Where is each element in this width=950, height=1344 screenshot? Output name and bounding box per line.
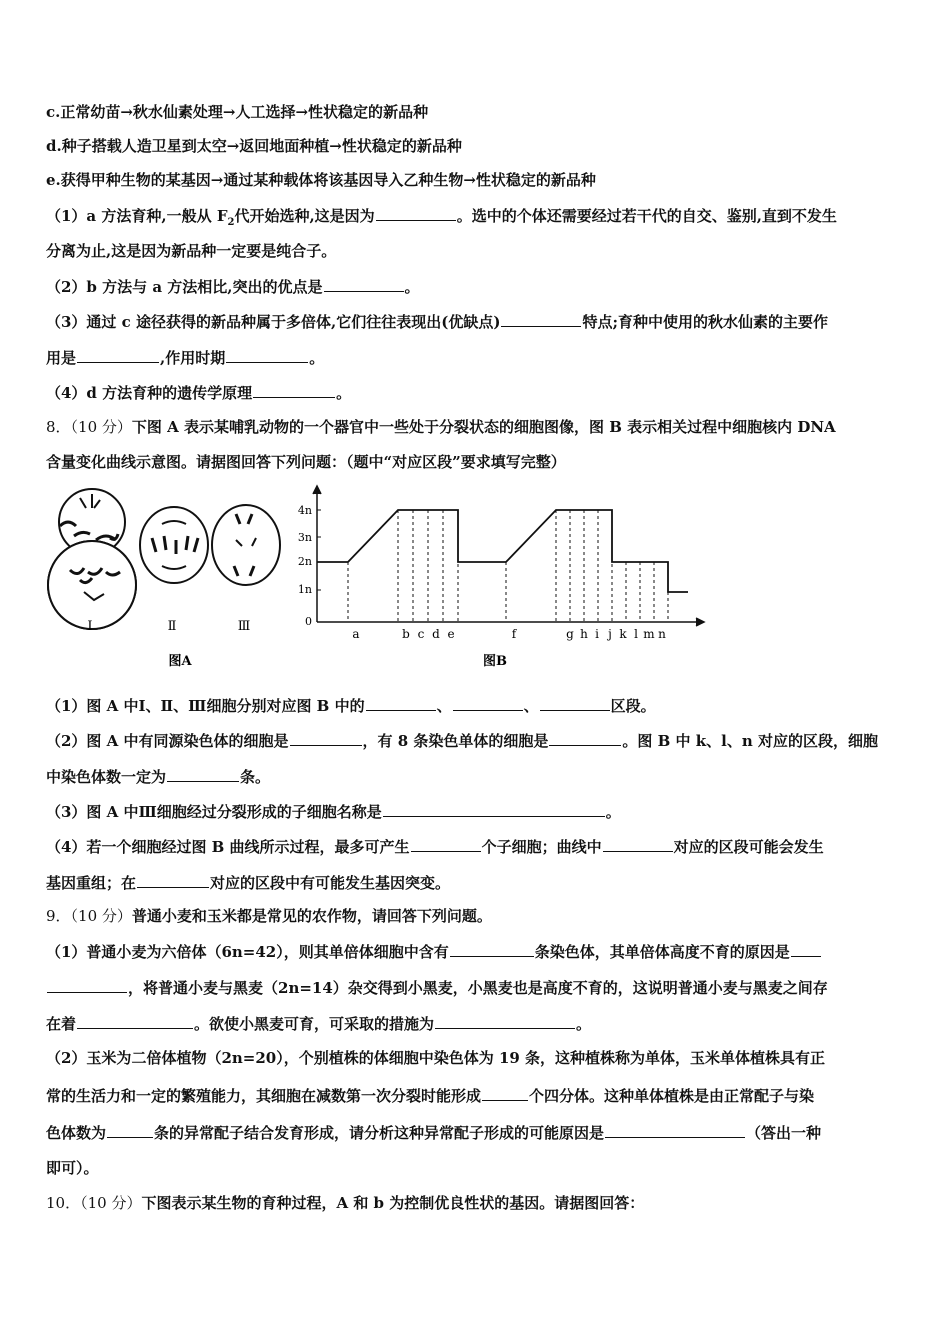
answer-blank[interactable]	[324, 276, 404, 292]
q7-part1: （1）a 方法育种,一般从 $F_2$代开始选种,这是因为 。选中的个体还需要经过若干代的自交、鉴别,直到不发生	[46, 207, 837, 228]
figB-xticks	[352, 627, 666, 641]
q7-part3: （3）通过 c 途径获得的新品种属于多倍体,它们往往表现出(优缺点) 特点;育种中使用的秋水仙素的主要作	[46, 313, 828, 331]
answer-blank[interactable]	[77, 347, 159, 363]
q9-part1-cont: ，将普通小麦与黑麦（2n=14）杂交得到小黑麦，小黑麦也是高度不育的，这说明普通小麦与黑麦之间存	[46, 977, 904, 998]
answer-blank[interactable]	[501, 311, 581, 327]
q7-part3-cont: 用是 ,作用时期 。	[46, 349, 325, 367]
answer-blank[interactable]	[47, 977, 127, 993]
xtick-j: j	[608, 627, 612, 641]
figB-yticks	[298, 504, 312, 628]
q8-part4: （4）若一个细胞经过图 B 曲线所示过程，最多可产生 个子细胞；曲线中 对应的区段可能会发生	[46, 838, 824, 856]
q8-part2-cont: 中染色体数一定为 条。	[46, 768, 271, 786]
xtick-b: b	[402, 627, 410, 641]
answer-blank[interactable]	[791, 941, 821, 957]
segment-dividers	[348, 510, 668, 622]
answer-blank[interactable]	[540, 695, 610, 711]
figB-axes	[313, 486, 704, 626]
answer-blank[interactable]	[253, 382, 335, 398]
ytick-3n: 3n	[297, 531, 312, 544]
xtick-l: l	[634, 627, 638, 641]
q8-stem: 8．（10 分）下图 A 表示某哺乳动物的一个器官中一些处于分裂状态的细胞图像，图 B 表示相关过程中细胞核内 DNA	[46, 418, 836, 436]
q9-part2-cont3: 即可）。	[46, 1159, 99, 1177]
answer-blank[interactable]	[450, 941, 534, 957]
answer-blank[interactable]	[77, 1013, 193, 1029]
answer-blank[interactable]	[226, 347, 308, 363]
q9-part1: （1）普通小麦为六倍体（6n=42），则其单倍体细胞中含有 条染色体，其单倍体高度不育的原因是	[46, 941, 904, 962]
answer-blank[interactable]	[605, 1122, 745, 1138]
ytick-2n: 2n	[297, 555, 312, 568]
answer-blank[interactable]	[603, 836, 673, 852]
q8-part1: （1）图 A 中Ⅰ、Ⅱ、Ⅲ细胞分别对应图 B 中的 、 、 区段。	[46, 697, 656, 715]
q8-part4-cont: 基因重组；在 对应的区段中有可能发生基因突变。	[46, 874, 451, 892]
q7-part2: （2）b 方法与 a 方法相比,突出的优点是 。	[46, 278, 420, 296]
q9-part1-cont2: 在着 。欲使小黑麦可育，可采取的措施为 。	[46, 1015, 592, 1033]
dna-curve	[317, 510, 688, 592]
xtick-f: f	[511, 627, 517, 641]
cell-3-label: Ⅲ	[237, 619, 251, 634]
xtick-n: n	[658, 627, 666, 641]
answer-blank[interactable]	[482, 1085, 528, 1101]
ytick-4n: 4n	[297, 504, 312, 517]
xtick-m: m	[643, 627, 655, 641]
answer-blank[interactable]	[290, 730, 362, 746]
q8-part3: （3）图 A 中Ⅲ细胞经过分裂形成的子细胞名称是 。	[46, 803, 621, 821]
figA-label: 图A	[168, 654, 192, 669]
answer-blank[interactable]	[411, 836, 481, 852]
ytick-0: 0	[305, 615, 312, 628]
answer-blank[interactable]	[137, 872, 209, 888]
xtick-k: k	[619, 627, 627, 641]
cell-1-label: Ⅰ	[87, 619, 93, 634]
answer-blank[interactable]	[366, 695, 436, 711]
q9-stem: 9．（10 分）普通小麦和玉米都是常见的农作物，请回答下列问题。	[46, 907, 492, 925]
option-c: c.正常幼苗→秋水仙素处理→人工选择→性状稳定的新品种	[46, 103, 429, 121]
cell-2	[140, 507, 208, 583]
figure-ab	[40, 480, 710, 680]
xtick-h: h	[580, 627, 588, 641]
answer-blank[interactable]	[453, 695, 523, 711]
option-e: e.获得甲种生物的某基因→通过某种载体将该基因导入乙种生物→性状稳定的新品种	[46, 171, 596, 189]
xtick-c: c	[417, 627, 425, 641]
xtick-g: g	[566, 627, 574, 641]
q8-stem-cont: 含量变化曲线示意图。请据图回答下列问题：（题中“对应区段”要求填写完整）	[46, 453, 566, 471]
figB-label: 图B	[483, 654, 507, 669]
option-d: d.种子搭载人造卫星到太空→返回地面种植→性状稳定的新品种	[46, 137, 462, 155]
cell-3	[212, 505, 280, 585]
q8-part2: （2）图 A 中有同源染色体的细胞是 ，有 8 条染色单体的细胞是 。图 B 中 k、l、n 对应的区段，细胞	[46, 732, 878, 750]
q9-part2: （2）玉米为二倍体植物（2n=20），个别植株的体细胞中染色体为 19 条，这种植株称为单体，玉米单体植株具有正	[46, 1049, 826, 1067]
answer-blank[interactable]	[167, 766, 239, 782]
cell-2-label: Ⅱ	[167, 619, 177, 634]
answer-blank[interactable]	[376, 205, 456, 221]
q9-part2-cont2: 色体数为 条的异常配子结合发育形成，请分析这种异常配子形成的可能原因是 （答出一种	[46, 1124, 822, 1142]
answer-blank[interactable]	[383, 801, 605, 817]
answer-blank[interactable]	[435, 1013, 575, 1029]
answer-blank[interactable]	[107, 1122, 153, 1138]
q10-stem: 10．（10 分）下图表示某生物的育种过程，A 和 b 为控制优良性状的基因。请据图回答：	[46, 1194, 645, 1212]
xtick-a: a	[352, 627, 360, 641]
xtick-i: i	[595, 627, 599, 641]
q9-part2-cont: 常的生活力和一定的繁殖能力，其细胞在减数第一次分裂时能形成 个四分体。这种单体植株是由正常配子与染	[46, 1087, 815, 1105]
q7-part4: （4）d 方法育种的遗传学原理 。	[46, 384, 352, 402]
answer-blank[interactable]	[549, 730, 621, 746]
xtick-e: e	[447, 627, 455, 641]
xtick-d: d	[432, 627, 440, 641]
ytick-1n: 1n	[297, 583, 312, 596]
q7-part1-cont: 分离为止,这是因为新品种一定要是纯合子。	[46, 242, 337, 260]
cell-1	[48, 489, 136, 629]
